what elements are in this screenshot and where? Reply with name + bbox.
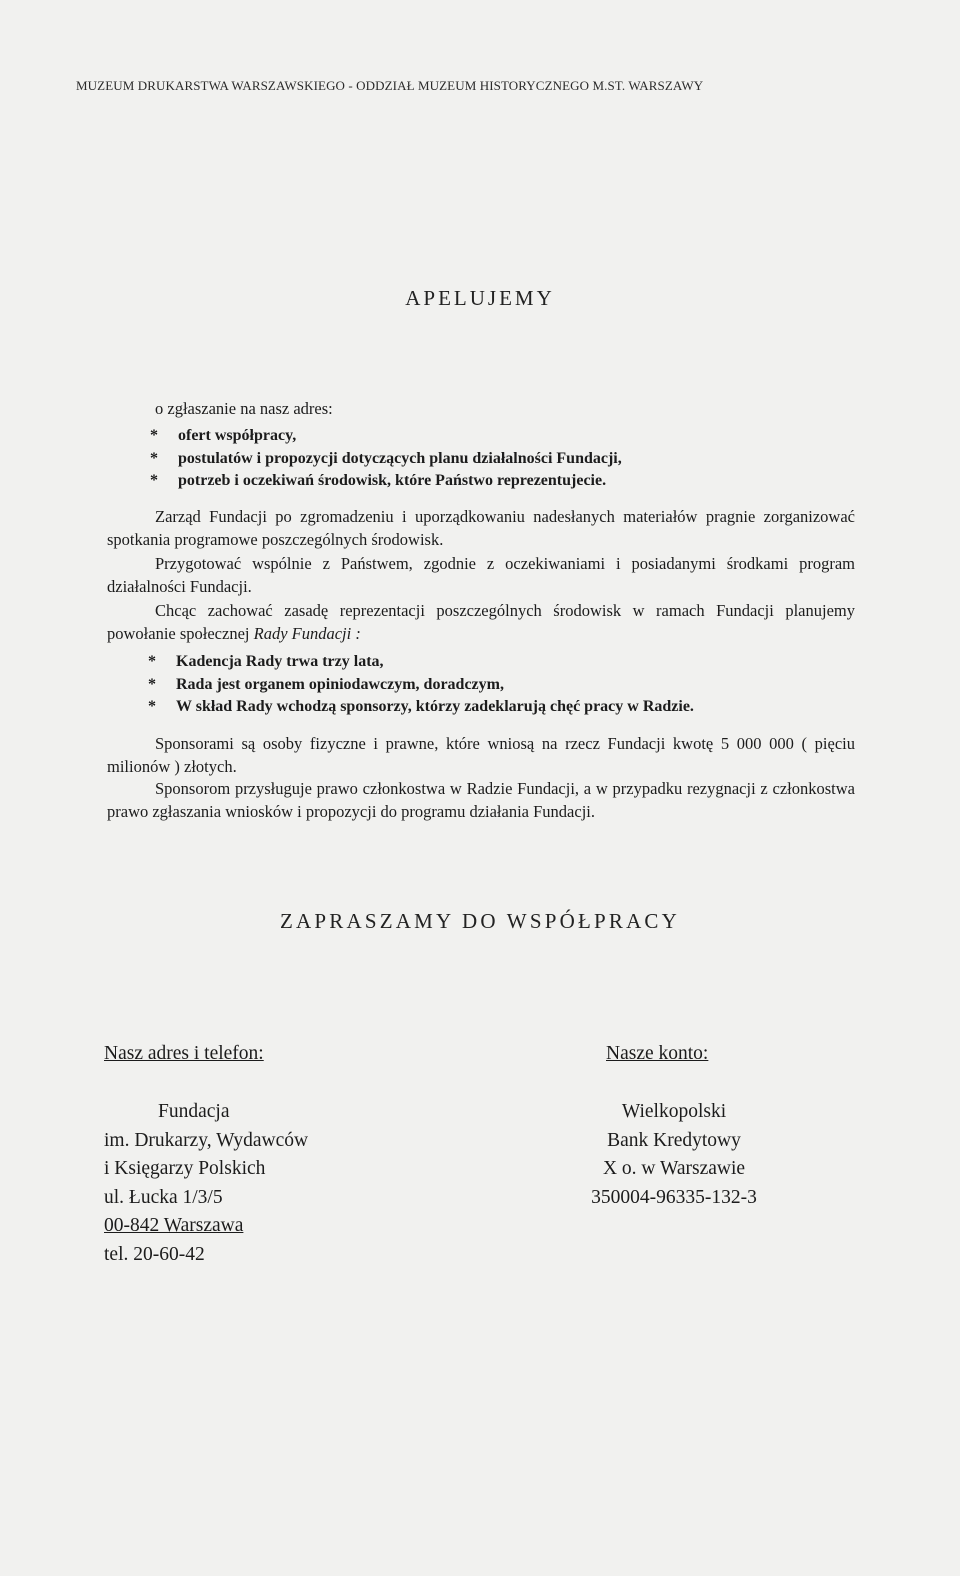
list-item: * W skład Rady wchodzą sponsorzy, którzy zadeklarują chęć pracy w Radzie.	[148, 696, 694, 719]
address-heading: Nasz adres i telefon:	[104, 1043, 264, 1064]
paragraph-board: Zarząd Fundacji po zgromadzeniu i uporządkowaniu nadesłanych materiałów pragnie zorganizować spotkania programowe poszczególnych środowisk.	[107, 507, 855, 549]
address-line: i Księgarzy Polskich	[104, 1158, 266, 1179]
asterisk-icon: *	[150, 449, 158, 467]
running-header: MUZEUM DRUKARSTWA WARSZAWSKIEGO - ODDZIAŁ MUZEUM HISTORYCZNEGO M.ST. WARSZAWY	[76, 78, 704, 93]
list-item: * Kadencja Rady trwa trzy lata,	[148, 651, 694, 674]
list-item: * ofert współpracy,	[150, 425, 622, 448]
page-title: APELUJEMY	[405, 286, 555, 310]
paragraph-membership: Sponsorom przysługuje prawo członkostwa w Radzie Fundacji, a w przypadku rezygnacji z członkostwa prawo zgłaszania wniosków i propozycji do programu działania Fundacji.	[107, 779, 855, 821]
list-item: * postulatów i propozycji dotyczących planu działalności Fundacji,	[150, 448, 622, 471]
bullet-list-requests	[150, 425, 622, 493]
address-line: tel. 20-60-42	[104, 1243, 205, 1265]
asterisk-icon: *	[148, 653, 156, 670]
paragraph-prepare: Przygotować wspólnie z Państwem, zgodnie z oczekiwaniami i posiadanymi środkami program działalności Fundacji.	[107, 554, 855, 596]
list-item: * potrzeb i oczekiwań środowisk, które Państwo reprezentujecie.	[150, 470, 622, 493]
asterisk-icon: *	[150, 472, 158, 489]
address-line: 00-842 Warszawa	[104, 1215, 244, 1236]
paragraph-sponsors: Sponsorami są osoby fizyczne i prawne, które wniosą na rzecz Fundacji kwotę 5 000 000 ( pięciu milionów ) złotych.	[107, 734, 855, 776]
asterisk-icon: *	[148, 675, 156, 693]
asterisk-icon: *	[148, 698, 156, 715]
list-item: * Rada jest organem opiniodawczym, doradczym,	[148, 674, 694, 697]
asterisk-icon: *	[150, 427, 158, 444]
address-line: im. Drukarzy, Wydawców	[104, 1129, 309, 1151]
closing-title: ZAPRASZAMY DO WSPÓŁPRACY	[279, 909, 681, 933]
address-line: ul. Łucka 1/3/5	[104, 1186, 223, 1208]
paragraph-council: Chcąc zachować zasadę reprezentacji poszczególnych środowisk w ramach Fundacji planujemy powołanie społecznej Rady Fundacji :	[107, 601, 855, 643]
account-heading: Nasze konto:	[606, 1043, 709, 1064]
account-line: 350004-96335-132-3	[591, 1186, 757, 1208]
account-block	[574, 1098, 774, 1212]
account-line: Bank Kredytowy	[607, 1129, 741, 1151]
address-block	[104, 1098, 308, 1269]
account-line: Wielkopolski	[621, 1101, 727, 1122]
bullet-list-council	[148, 651, 694, 719]
address-line: Fundacja	[158, 1101, 230, 1122]
account-line: X o. w Warszawie	[602, 1158, 746, 1179]
intro-text: o zgłaszanie na nasz adres:	[155, 399, 333, 418]
